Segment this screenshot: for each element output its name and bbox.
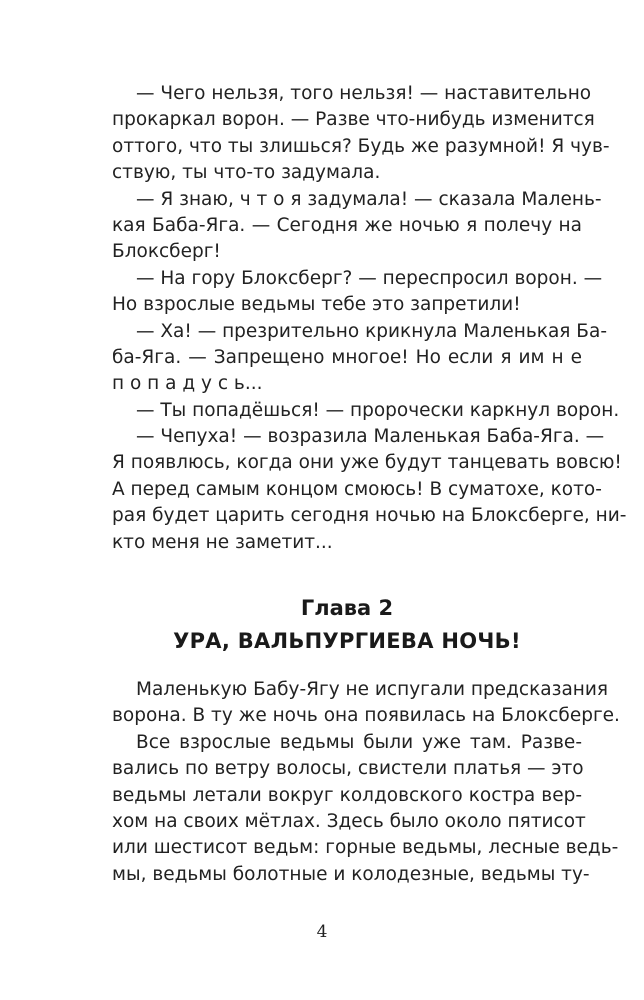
text-line: вались по ветру волосы, свистели платья — это	[112, 758, 584, 780]
text-block-top	[112, 81, 627, 556]
text-block-bottom	[112, 677, 620, 888]
text-line: рая будет царить сегодня ночью на Блоксберге, ни-	[112, 505, 627, 527]
text-line: или шестисот ведьм: горные ведьмы, лесные ведь-	[112, 837, 619, 859]
text-line: — На гору Блоксберг? — переспросил ворон. —	[136, 267, 603, 289]
text-line: ба-Яга. — Запрещено многое! Но если я им н е	[112, 346, 582, 368]
text-line: п о п а д у с ь...	[112, 373, 263, 395]
text-line: кая Баба-Яга. — Сегодня же ночью я полечу на	[112, 214, 582, 236]
text-line: — Чепуха! — возразила Маленькая Баба-Яга. —	[136, 426, 605, 448]
text-line: ствую, ты что-то задумала.	[112, 162, 381, 184]
text-line: мы, ведьмы болотные и колодезные, ведьмы ту-	[112, 863, 590, 885]
text-line: ведьмы летали вокруг колдовского костра вер-	[112, 784, 582, 806]
text-line: А перед самым концом смоюсь! В суматохе, кото-	[112, 478, 602, 500]
text-line: ворона. В ту же ночь она появилась на Блоксберге.	[112, 705, 620, 727]
page-number: 4	[316, 922, 328, 942]
text-line: Я появлюсь, когда они уже будут танцевать вовсю!	[112, 452, 622, 474]
text-line: прокаркал ворон. — Разве что-нибудь изменится	[112, 109, 595, 131]
text-line: Блоксберг!	[112, 241, 221, 263]
text-line: кто меня не заметит...	[112, 531, 333, 553]
text-line: оттого, что ты злишься? Будь же разумной! Я чув-	[112, 135, 610, 157]
text-line: Маленькую Бабу-Ягу не испугали предсказания	[136, 679, 609, 700]
text-line: Все взрослые ведьмы были уже там. Разве-	[136, 731, 582, 753]
text-line: — Ты попадёшься! — пророчески каркнул ворон.	[136, 399, 620, 421]
text-line: — Ха! — презрительно крикнула Маленькая Ба-	[136, 320, 608, 342]
text-line: — Чего нельзя, того нельзя! — наставительно	[136, 83, 592, 104]
text-line: Но взрослые ведьмы тебе это запретили!	[112, 294, 521, 316]
chapter-number: Глава 2	[300, 596, 394, 620]
text-line: хом на своих мётлах. Здесь было около пятисот	[112, 810, 586, 832]
text-line: — Я знаю, ч т о я задумала! — сказала Малень-	[136, 188, 602, 210]
chapter-title: УРА, ВАЛЬПУРГИЕВА НОЧЬ!	[173, 629, 521, 653]
